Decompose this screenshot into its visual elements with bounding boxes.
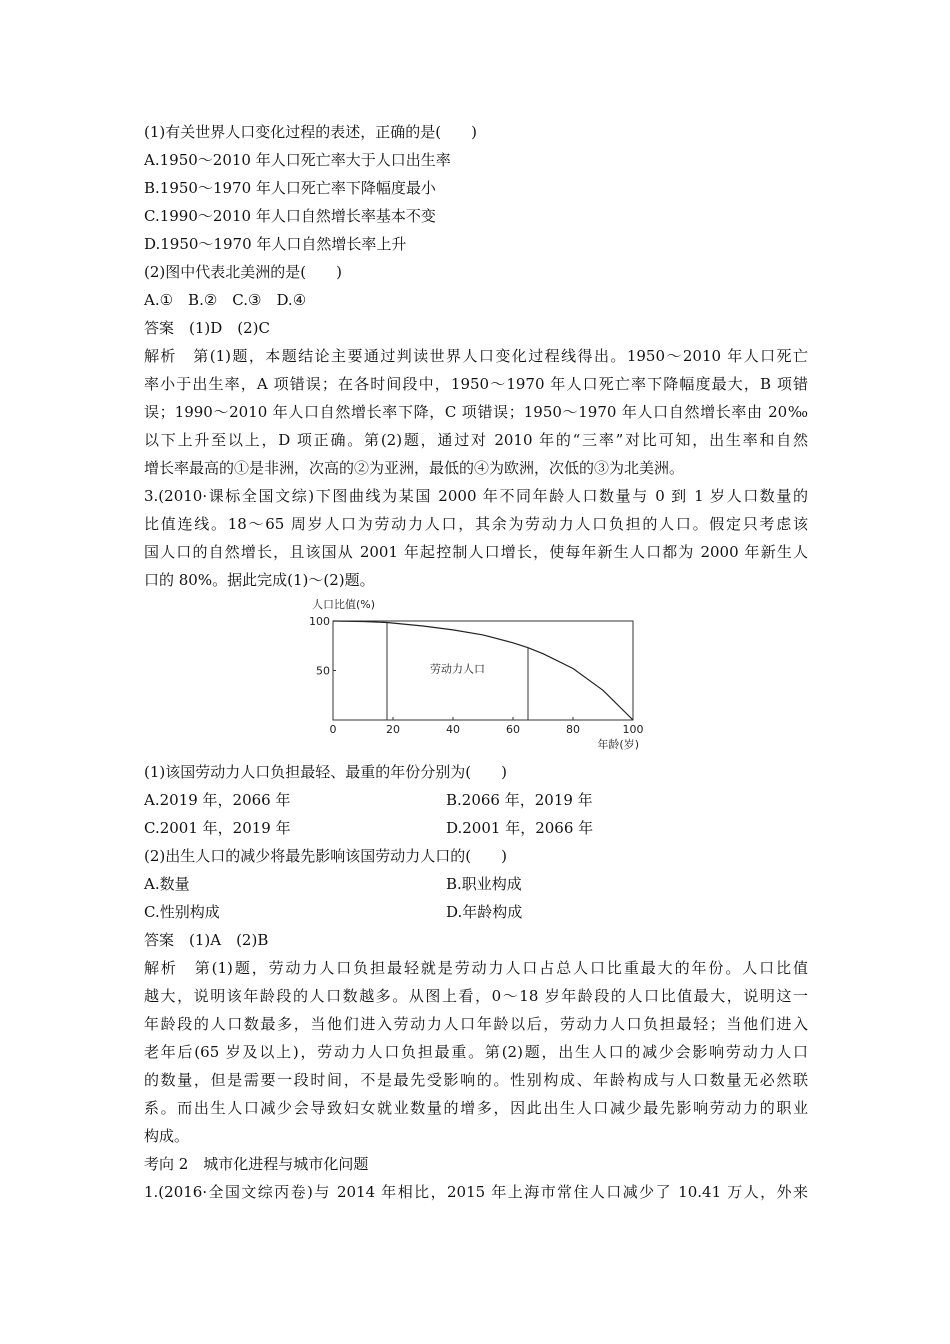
q3-answer: 答案 (1)A (2)B xyxy=(144,931,269,949)
q3-stem-line: 口的 80%。据此完成(1)～(2)题。 xyxy=(144,571,375,589)
population-ratio-chart xyxy=(300,596,660,756)
q3-stem-line: 比值连线。18～65 周岁人口为劳动力人口，其余为劳动力人口负担的人口。假定只考虑该 xyxy=(144,515,808,533)
chart-x-tick-label: 0 xyxy=(329,723,337,736)
chart-y-tick-label: 50 xyxy=(316,664,330,678)
chart-x-tick-label: 20 xyxy=(386,723,400,736)
chart-x-tick-label: 80 xyxy=(566,723,580,736)
chart-x-axis-label: 年龄(岁) xyxy=(597,738,639,751)
q3-sub2-stem: (2)出生人口的减少将最先影响该国劳动力人口的( ) xyxy=(144,847,507,865)
q2-analysis-line: 以下上升至以上，D 项正确。第(2)题，通过对 2010 年的“三率”对比可知，出生率和自然 xyxy=(144,431,808,449)
q2-analysis-line: 率小于出生率，A 项错误；在各时间段中，1950～1970 年人口死亡率下降幅度最大，B 项错 xyxy=(144,375,808,393)
q3-sub2-option-b: B.职业构成 xyxy=(446,875,522,893)
q2-sub1-stem: (1)有关世界人口变化过程的表述，正确的是( ) xyxy=(144,123,477,141)
q3-analysis-line: 构成。 xyxy=(144,1127,190,1145)
q3-sub2-option-d: D.年龄构成 xyxy=(446,903,523,921)
q2-sub1-option-a: A.1950～2010 年人口死亡率大于人口出生率 xyxy=(144,151,451,169)
q2-sub1-option-d: D.1950～1970 年人口自然增长率上升 xyxy=(144,235,407,253)
q2-sub1-option-b: B.1950～1970 年人口死亡率下降幅度最小 xyxy=(144,179,436,197)
q2-sub1-option-c: C.1990～2010 年人口自然增长率基本不变 xyxy=(144,207,436,225)
chart-y-axis-label: 人口比值(%) xyxy=(312,598,376,611)
q3-sub1-option-b: B.2066 年，2019 年 xyxy=(446,791,593,809)
q3-sub1-option-a: A.2019 年，2066 年 xyxy=(144,791,291,809)
q3-analysis-line: 老年后(65 岁及以上)，劳动力人口负担最重。第(2)题，出生人口的减少会影响劳动力人口 xyxy=(144,1043,808,1061)
q3-analysis-line: 解析 第(1)题，劳动力人口负担最轻就是劳动力人口占总人口比重最大的年份。人口比值 xyxy=(144,959,808,977)
q2-analysis-line: 增长率最高的①是非洲，次高的②为亚洲，最低的④为欧洲，次低的③为北美洲。 xyxy=(144,459,685,477)
q3-analysis-line: 系。而出生人口减少会导致妇女就业数量的增多，因此出生人口减少最先影响劳动力的职业 xyxy=(144,1099,808,1117)
chart-region-label: 劳动力人口 xyxy=(430,662,485,676)
q3-sub1-stem: (1)该国劳动力人口负担最轻、最重的年份分别为( ) xyxy=(144,763,507,781)
q2-answer: 答案 (1)D (2)C xyxy=(144,319,270,337)
section-heading: 考向 2 城市化进程与城市化问题 xyxy=(144,1155,369,1173)
q3-stem-line: 国人口的自然增长，且该国从 2001 年起控制人口增长，使每年新生人口都为 2000 年新生人 xyxy=(144,543,808,561)
chart-x-tick-label: 40 xyxy=(446,723,460,736)
q2-sub2-options: A.① B.② C.③ D.④ xyxy=(144,291,307,309)
q2-sub2-stem: (2)图中代表北美洲的是( ) xyxy=(144,263,342,281)
q3-analysis-line: 年龄段的人口数最多，当他们进入劳动力人口年龄以后，劳动力人口负担最轻；当他们进入 xyxy=(144,1015,808,1033)
q3-analysis-line: 越大，说明该年龄段的人口数越多。从图上看，0～18 岁年龄段的人口比值最大，说明这一 xyxy=(144,987,808,1005)
chart-x-tick-label: 100 xyxy=(622,723,644,736)
q2-analysis-line: 解析 第(1)题，本题结论主要通过判读世界人口变化过程线得出。1950～2010 年人口死亡 xyxy=(144,347,808,365)
q2-analysis-line: 误；1990～2010 年人口自然增长率下降，C 项错误；1950～1970 年人口自然增长率由 20‰ xyxy=(144,403,808,421)
q3-analysis-line: 的数量，但是需要一段时间，不是最先受影响的。性别构成、年龄构成与人口数量无必然联 xyxy=(144,1071,808,1089)
next-question-stem: 1.(2016·全国文综丙卷)与 2014 年相比，2015 年上海市常住人口减少了 10.41 万人，外来 xyxy=(144,1183,808,1201)
q3-sub2-option-c: C.性别构成 xyxy=(144,903,220,921)
q3-sub1-option-d: D.2001 年，2066 年 xyxy=(446,819,594,837)
chart-x-tick-label: 60 xyxy=(506,723,520,736)
q3-stem-line: 3.(2010·课标全国文综)下图曲线为某国 2000 年不同年龄人口数量与 0 到 1 岁人口数量的 xyxy=(144,487,808,505)
q3-sub1-option-c: C.2001 年，2019 年 xyxy=(144,819,291,837)
q3-sub2-option-a: A.数量 xyxy=(144,875,190,893)
chart-y-tick-label: 100 xyxy=(309,615,330,628)
